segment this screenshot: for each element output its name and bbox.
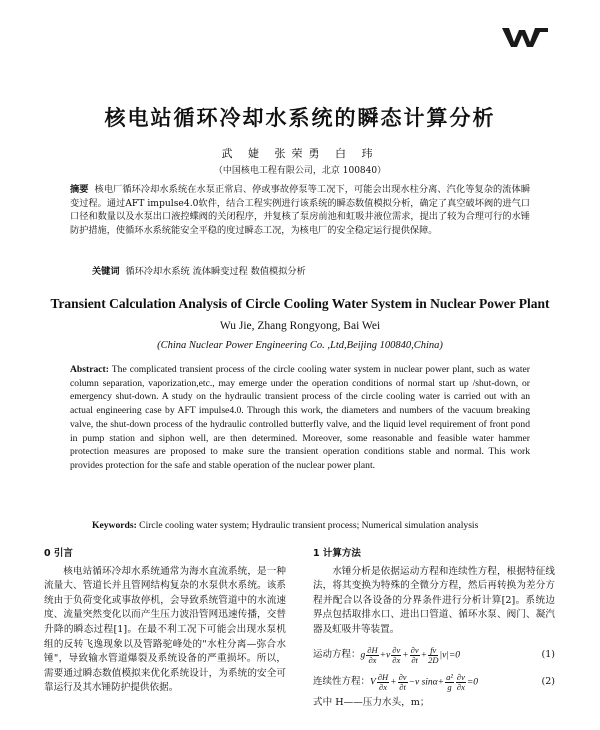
- chinese-authors: 武 婕 张荣勇 白 玮: [221, 147, 379, 160]
- equation-1: [313, 646, 555, 665]
- section-0-body: 核电站循环冷却水系统通常为海水直流系统，是一种流量大、管道长并且管网结构复杂的水泵供水系统。该系统由于负荷变化或事故停机，会导致系统管道中的水流速度、流量突然变化以而产生压力波沿管网迅速传播，交替升降的瞬态过程[1]。在最不利工况下可能会出现水泵机组的反转飞逸现象以及管路驼峰处的"水柱分离—弥合水锤"，导致输水管道爆裂及系统设备的严重损坏。所以，需要通过瞬态数值模拟来优化系统设计，为系统的安全可靠运行及其水锤防护提供依据。: [44, 565, 286, 694]
- chinese-affiliation: （中国核电工程有限公司，北京 100840）: [213, 166, 387, 176]
- section-1-heading: 1 计算方法: [313, 548, 361, 559]
- chinese-abstract-text: 核电厂循环冷却水系统在水泵正常启、停或事故停泵等工况下，可能会出现水柱分离、汽化等复杂的流体瞬变过程。通过AFT impulse4.0软件，结合工程实例进行该系统的瞬态数值模拟分析，确定了真空破坏阀的进气口口径和数量以及水泵出口液控蝶阀的关闭程序，并复核了泵房前池和虹吸井液位需求，提出了较为合理可行的水锤防护措施，使循环水系统能安全平稳的度过瞬态工况，为核电厂的安全稳定运行提供保障。: [70, 184, 531, 236]
- left-column: [44, 547, 286, 696]
- english-authors: Wu Jie, Zhang Rongyong, Bai Wei: [219, 320, 381, 332]
- equation-2-expression: V $\frac{\partial H}{\partial x}$ + $\frac{\partial v}{\partial t}$ −v sinα+ $\frac{\text{a²}}{g}$ $\frac{\partial v}{\partial x}$ =0: [370, 671, 479, 692]
- english-keywords: [92, 520, 478, 531]
- english-affiliation: (China Nuclear Power Engineering Co. ,Ltd,Beijing 100840,China): [157, 340, 443, 351]
- chinese-abstract: [70, 183, 530, 237]
- equation-1-number: (1): [541, 648, 555, 660]
- chinese-keywords-text: 循环冷却水系统 流体瞬变过程 数值模拟分析: [125, 266, 306, 277]
- equation-2-number: (2): [541, 675, 555, 687]
- english-title: Transient Calculation Analysis of Circle Cooling Water System in Nuclear Power Plant: [50, 296, 550, 311]
- equation-2: [313, 673, 555, 692]
- variable-definition: 式中 H——压力水头，m；: [313, 696, 430, 708]
- equation-2-label: 连续性方程：: [313, 675, 371, 687]
- chinese-keywords-label: 关键词: [92, 266, 120, 277]
- chinese-abstract-label: 摘要: [70, 184, 89, 195]
- english-abstract-text: The complicated transient process of the circle cooling water system in nuclear power plant, such as water column separation, vaporization,etc., may emerge under the operation conditions of normal start up /shut-down, or emergency shut-down. A study on the hydraulic transient process of the circle cooling water is carried out with an actual engineering case by AFT impulse4.0. Through this work, the diameters and numbers of the vacuum breaking valve, the shut-down process of the hydraulic controlled butterfly valve, and the liquid level requirement of front pond in pump station and siphon well, are then determined. Moreover, some reasonable and feasible water hammer protection measures are proposed to make sure the transient operation conditions stable and normal. This work provides protection for the safe and stable operation of the nuclear power plant.: [70, 364, 530, 471]
- journal-logo-icon: [502, 26, 548, 48]
- english-abstract-label: Abstract:: [70, 364, 109, 375]
- section-0-heading: 0 引言: [44, 548, 73, 559]
- section-1-body: 水锤分析是依据运动方程和连续性方程，根据特征线法，将其变换为特殊的全微分方程，然后再转换为差分方程并配合以各设备的分界条件进行分析计算[2]。系统边界点包括取排水口、进出口管道、循环水泵、阀门、凝汽器及虹吸井等装置。: [313, 565, 555, 635]
- english-abstract: [70, 363, 530, 473]
- right-column: [313, 547, 555, 710]
- english-keywords-label: Keywords:: [92, 520, 137, 531]
- equation-1-expression: g $\frac{\partial H}{\partial x}$ +v $\frac{\partial v}{\partial x}$ + $\frac{\partial v}{\partial t}$ + $\frac{fv}{2D}$ |v|=0: [360, 644, 461, 665]
- equation-1-label: 运动方程：: [313, 648, 361, 660]
- chinese-title: 核电站循环冷却水系统的瞬态计算分析: [104, 106, 496, 130]
- english-keywords-text: Circle cooling water system; Hydraulic transient process; Numerical simulation analysis: [139, 520, 479, 531]
- chinese-keywords: [92, 263, 306, 277]
